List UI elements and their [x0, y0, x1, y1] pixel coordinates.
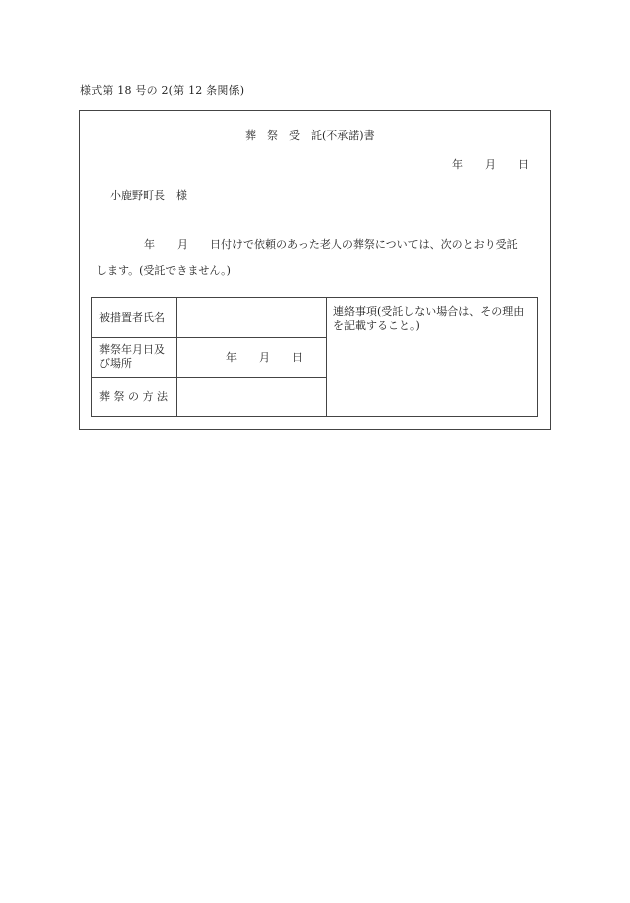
row-label-date-place-1: 葬祭年月日及 [99, 343, 165, 356]
method-field[interactable] [184, 384, 320, 410]
details-table [91, 297, 538, 417]
row-label-method: 葬 祭 の 方 法 [99, 390, 168, 403]
table-row-divider-2 [92, 377, 326, 378]
body-text-line-2: します。(受託できません。) [96, 264, 231, 277]
table-divider-notes [326, 298, 327, 416]
notes-label-2: を記載すること。) [333, 319, 420, 332]
table-divider-label [176, 298, 177, 416]
body-text-line-1: 年 月 日付けで依頼のあった老人の葬祭については、次のとおり受託 [144, 238, 518, 251]
form-number: 様式第 18 号の 2(第 12 条関係) [80, 84, 245, 97]
notes-label-1: 連絡事項(受託しない場合は、その理由 [333, 305, 525, 318]
row-label-date-place-2: び場所 [99, 357, 132, 370]
name-field[interactable] [184, 306, 320, 332]
addressee: 小鹿野町長 様 [110, 189, 187, 202]
table-row-divider-1 [92, 337, 326, 338]
form-title: 葬 祭 受 託(不承諾)書 [245, 129, 375, 142]
issue-date: 年 月 日 [452, 158, 529, 171]
row-label-name: 被措置者氏名 [99, 311, 165, 324]
funeral-date-field[interactable]: 年 月 日 [226, 351, 303, 364]
